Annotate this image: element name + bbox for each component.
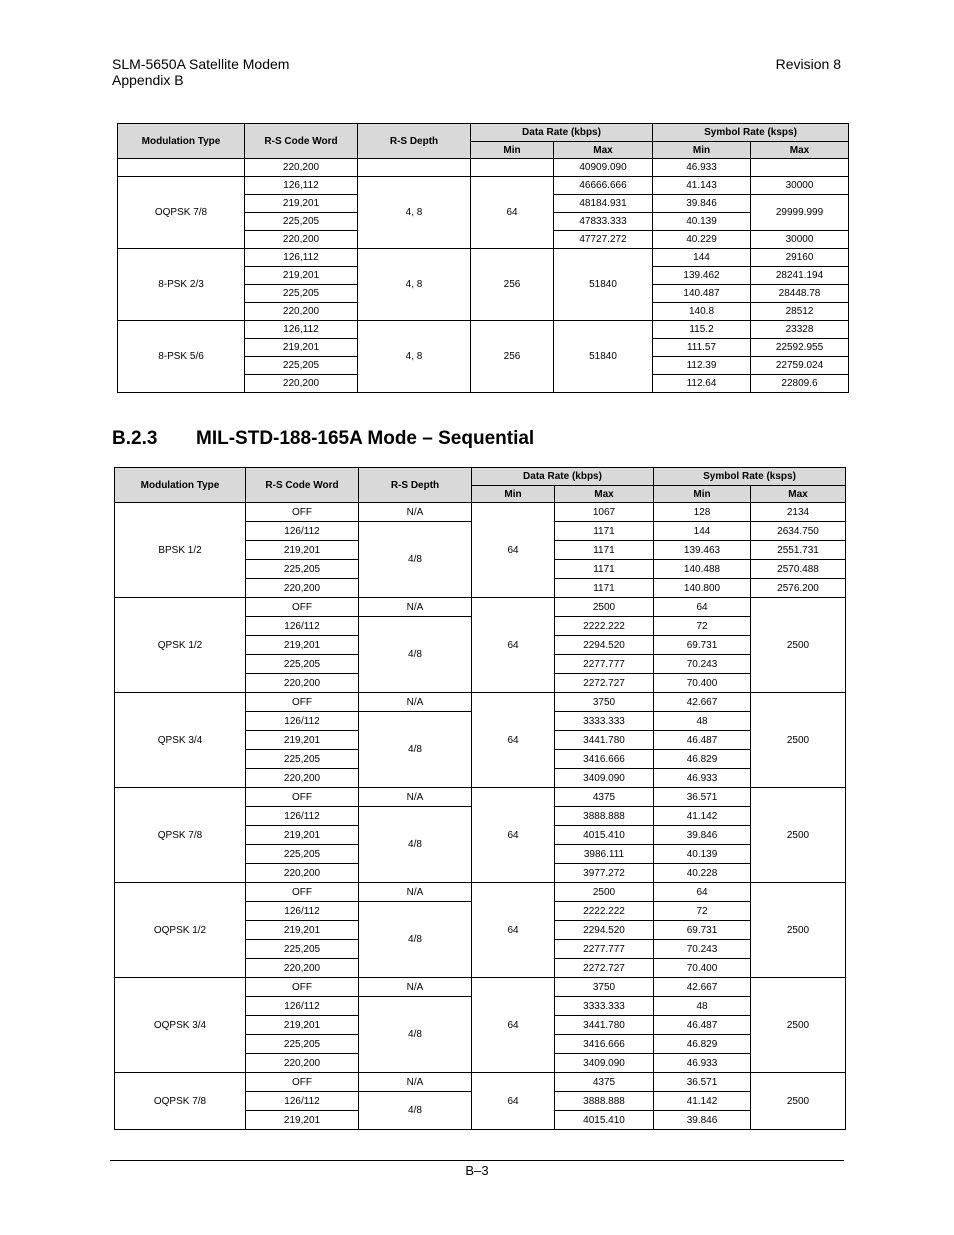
cell-data-min: 64 <box>472 1073 555 1130</box>
header-code-word: R-S Code Word <box>246 468 359 503</box>
cell-data-max: 2272.727 <box>555 959 654 978</box>
cell-symbol-min: 140.487 <box>653 285 751 303</box>
cell-symbol-max: 2570.488 <box>751 560 846 579</box>
cell-data-max: 4375 <box>555 1073 654 1092</box>
footer-divider <box>110 1160 844 1161</box>
cell-symbol-min: 139.462 <box>653 267 751 285</box>
cell-symbol-min: 40.139 <box>653 213 751 231</box>
header-code-word: R-S Code Word <box>245 124 358 159</box>
cell-code-word: 225,205 <box>246 560 359 579</box>
cell-code-word: OFF <box>246 693 359 712</box>
cell-symbol-min: 144 <box>653 249 751 267</box>
table-row <box>115 788 846 807</box>
cell-symbol-max: 2500 <box>751 788 846 883</box>
cell-data-max: 40909.090 <box>554 159 653 177</box>
cell-data-max: 3977.272 <box>555 864 654 883</box>
cell-data-max: 3409.090 <box>555 1054 654 1073</box>
cell-depth: 4/8 <box>359 807 472 883</box>
cell-symbol-min: 128 <box>654 503 751 522</box>
cell-symbol-min: 41.143 <box>653 177 751 195</box>
table-row <box>115 883 846 902</box>
cell-symbol-max: 29999.999 <box>751 195 849 231</box>
header-data-max: Max <box>554 142 653 159</box>
cell-data-max: 47833.333 <box>554 213 653 231</box>
cell-depth: N/A <box>359 978 472 997</box>
document-title: SLM-5650A Satellite Modem <box>112 56 290 72</box>
cell-modulation: 8-PSK 5/6 <box>118 321 245 393</box>
cell-code-word: 126,112 <box>245 249 358 267</box>
header-modulation-type: Modulation Type <box>115 468 246 503</box>
cell-symbol-min: 115.2 <box>653 321 751 339</box>
header-depth: R-S Depth <box>359 468 472 503</box>
cell-code-word: OFF <box>246 883 359 902</box>
cell-code-word: 225,205 <box>245 285 358 303</box>
table-row <box>118 159 849 177</box>
cell-depth: 4/8 <box>359 997 472 1073</box>
cell-data-min: 64 <box>472 693 555 788</box>
cell-symbol-min: 40.139 <box>654 845 751 864</box>
cell-data-max: 2294.520 <box>555 636 654 655</box>
cell-data-max: 46666.666 <box>554 177 653 195</box>
cell-symbol-min: 140.800 <box>654 579 751 598</box>
cell-symbol-min: 42.667 <box>654 978 751 997</box>
cell-symbol-max: 2500 <box>751 883 846 978</box>
data-rate-table-continued <box>117 123 849 393</box>
cell-symbol-max: 30000 <box>751 177 849 195</box>
header-symbol-min: Min <box>653 142 751 159</box>
cell-symbol-max: 2576.200 <box>751 579 846 598</box>
revision-label: Revision 8 <box>775 56 841 72</box>
cell-code-word: 126/112 <box>246 522 359 541</box>
cell-symbol-max: 22809.6 <box>751 375 849 393</box>
cell-data-min <box>471 159 554 177</box>
section-heading <box>112 426 534 452</box>
cell-data-max: 2294.520 <box>555 921 654 940</box>
cell-data-max: 1171 <box>555 560 654 579</box>
cell-data-min: 64 <box>472 978 555 1073</box>
cell-data-min: 256 <box>471 249 554 321</box>
cell-modulation: QPSK 1/2 <box>115 598 246 693</box>
cell-code-word: 126/112 <box>246 997 359 1016</box>
cell-code-word: 219,201 <box>246 826 359 845</box>
page-header-left <box>112 56 289 88</box>
cell-data-max: 3888.888 <box>555 1092 654 1111</box>
cell-symbol-min: 48 <box>654 997 751 1016</box>
cell-symbol-min: 46.487 <box>654 731 751 750</box>
cell-code-word: 219,201 <box>246 921 359 940</box>
cell-code-word: 225,205 <box>246 655 359 674</box>
cell-depth: N/A <box>359 598 472 617</box>
table-row <box>115 693 846 712</box>
cell-code-word: OFF <box>246 1073 359 1092</box>
cell-depth: 4/8 <box>359 902 472 978</box>
cell-modulation: BPSK 1/2 <box>115 503 246 598</box>
cell-data-max: 1171 <box>555 522 654 541</box>
cell-depth <box>358 159 471 177</box>
header-data-max: Max <box>555 486 654 503</box>
cell-symbol-min: 46.933 <box>653 159 751 177</box>
cell-symbol-min: 46.829 <box>654 1035 751 1054</box>
header-symbol-rate: Symbol Rate (ksps) <box>653 124 849 142</box>
cell-symbol-min: 39.846 <box>654 1111 751 1130</box>
cell-modulation: OQPSK 7/8 <box>115 1073 246 1130</box>
cell-symbol-min: 140.488 <box>654 560 751 579</box>
cell-modulation <box>118 159 245 177</box>
cell-data-max: 2272.727 <box>555 674 654 693</box>
cell-modulation: 8-PSK 2/3 <box>118 249 245 321</box>
cell-symbol-min: 140.8 <box>653 303 751 321</box>
cell-code-word: 220,200 <box>246 959 359 978</box>
cell-symbol-min: 69.731 <box>654 636 751 655</box>
cell-symbol-min: 70.243 <box>654 655 751 674</box>
cell-code-word: OFF <box>246 503 359 522</box>
cell-symbol-max: 30000 <box>751 231 849 249</box>
cell-data-max: 3416.666 <box>555 1035 654 1054</box>
cell-depth: 4/8 <box>359 712 472 788</box>
cell-symbol-min: 46.933 <box>654 1054 751 1073</box>
cell-depth: N/A <box>359 693 472 712</box>
cell-code-word: 126/112 <box>246 712 359 731</box>
cell-data-max: 1067 <box>555 503 654 522</box>
cell-symbol-min: 64 <box>654 598 751 617</box>
cell-symbol-max: 23328 <box>751 321 849 339</box>
cell-data-max: 47727.272 <box>554 231 653 249</box>
cell-code-word: 220,200 <box>246 1054 359 1073</box>
cell-data-min: 64 <box>471 177 554 249</box>
cell-symbol-min: 40.228 <box>654 864 751 883</box>
cell-symbol-max: 2551.731 <box>751 541 846 560</box>
header-modulation-type: Modulation Type <box>118 124 245 159</box>
cell-code-word: 126,112 <box>245 177 358 195</box>
cell-data-max: 51840 <box>554 321 653 393</box>
cell-symbol-min: 46.933 <box>654 769 751 788</box>
cell-code-word: 225,205 <box>246 1035 359 1054</box>
cell-data-max: 2277.777 <box>555 655 654 674</box>
cell-data-max: 2277.777 <box>555 940 654 959</box>
cell-data-max: 2500 <box>555 883 654 902</box>
cell-depth: 4/8 <box>359 617 472 693</box>
cell-symbol-min: 39.846 <box>654 826 751 845</box>
cell-symbol-min: 36.571 <box>654 1073 751 1092</box>
cell-depth: N/A <box>359 883 472 902</box>
cell-symbol-min: 70.400 <box>654 674 751 693</box>
cell-symbol-min: 36.571 <box>654 788 751 807</box>
table-row <box>118 177 849 195</box>
cell-symbol-max: 22592.955 <box>751 339 849 357</box>
cell-depth: N/A <box>359 1073 472 1092</box>
cell-depth: 4, 8 <box>358 177 471 249</box>
cell-data-max: 3416.666 <box>555 750 654 769</box>
document-subtitle: Appendix B <box>112 72 184 88</box>
cell-symbol-min: 64 <box>654 883 751 902</box>
cell-symbol-max: 2500 <box>751 693 846 788</box>
cell-code-word: 220,200 <box>246 579 359 598</box>
cell-modulation: QPSK 3/4 <box>115 693 246 788</box>
cell-code-word: 126/112 <box>246 1092 359 1111</box>
cell-depth: 4, 8 <box>358 249 471 321</box>
cell-code-word: 219,201 <box>246 731 359 750</box>
cell-code-word: 220,200 <box>245 159 358 177</box>
page-header-right <box>776 56 841 72</box>
cell-code-word: 220,200 <box>246 864 359 883</box>
table-row <box>118 321 849 339</box>
cell-symbol-max: 28241.194 <box>751 267 849 285</box>
header-symbol-min: Min <box>654 486 751 503</box>
header-symbol-max: Max <box>751 486 846 503</box>
header-symbol-rate: Symbol Rate (ksps) <box>654 468 846 486</box>
cell-code-word: 219,201 <box>246 636 359 655</box>
cell-code-word: 225,205 <box>246 750 359 769</box>
cell-symbol-min: 41.142 <box>654 807 751 826</box>
cell-symbol-min: 69.731 <box>654 921 751 940</box>
cell-code-word: OFF <box>246 788 359 807</box>
cell-code-word: 219,201 <box>245 267 358 285</box>
cell-data-max: 3409.090 <box>555 769 654 788</box>
cell-symbol-max: 22759.024 <box>751 357 849 375</box>
cell-code-word: 219,201 <box>246 1016 359 1035</box>
cell-code-word: 219,201 <box>245 195 358 213</box>
cell-code-word: OFF <box>246 598 359 617</box>
cell-code-word: 225,205 <box>246 940 359 959</box>
header-data-rate: Data Rate (kbps) <box>471 124 653 142</box>
cell-data-max: 4015.410 <box>555 826 654 845</box>
cell-code-word: 220,200 <box>245 375 358 393</box>
header-data-min: Min <box>472 486 555 503</box>
page-number: B–3 <box>465 1163 489 1178</box>
cell-data-min: 64 <box>472 788 555 883</box>
cell-symbol-min: 72 <box>654 617 751 636</box>
cell-symbol-min: 70.243 <box>654 940 751 959</box>
cell-data-min: 64 <box>472 883 555 978</box>
cell-symbol-max: 2500 <box>751 598 846 693</box>
cell-code-word: 220,200 <box>245 231 358 249</box>
cell-symbol-min: 112.64 <box>653 375 751 393</box>
cell-modulation: QPSK 7/8 <box>115 788 246 883</box>
header-symbol-max: Max <box>751 142 849 159</box>
cell-code-word: 225,205 <box>245 213 358 231</box>
cell-data-max: 3888.888 <box>555 807 654 826</box>
cell-symbol-min: 70.400 <box>654 959 751 978</box>
cell-symbol-max: 2500 <box>751 1073 846 1130</box>
cell-data-max: 1171 <box>555 541 654 560</box>
cell-code-word: 126/112 <box>246 902 359 921</box>
cell-code-word: 126/112 <box>246 807 359 826</box>
cell-data-max: 3441.780 <box>555 731 654 750</box>
cell-symbol-min: 48 <box>654 712 751 731</box>
table-row <box>115 598 846 617</box>
cell-symbol-min: 139.463 <box>654 541 751 560</box>
cell-symbol-max: 2500 <box>751 978 846 1073</box>
cell-data-max: 3333.333 <box>555 997 654 1016</box>
cell-code-word: 225,205 <box>245 357 358 375</box>
cell-data-max: 2500 <box>555 598 654 617</box>
cell-code-word: 220,200 <box>245 303 358 321</box>
header-depth: R-S Depth <box>358 124 471 159</box>
cell-data-max: 48184.931 <box>554 195 653 213</box>
cell-data-max: 4015.410 <box>555 1111 654 1130</box>
cell-symbol-min: 46.829 <box>654 750 751 769</box>
cell-depth: N/A <box>359 503 472 522</box>
cell-modulation: OQPSK 3/4 <box>115 978 246 1073</box>
cell-symbol-min: 112.39 <box>653 357 751 375</box>
cell-modulation: OQPSK 1/2 <box>115 883 246 978</box>
section-title: MIL-STD-188-165A Mode – Sequential <box>196 428 535 449</box>
cell-symbol-max: 2134 <box>751 503 846 522</box>
cell-data-max: 4375 <box>555 788 654 807</box>
cell-symbol-min: 42.667 <box>654 693 751 712</box>
cell-code-word: 219,201 <box>246 1111 359 1130</box>
cell-data-max: 2222.222 <box>555 617 654 636</box>
cell-code-word: 219,201 <box>245 339 358 357</box>
cell-symbol-max <box>751 159 849 177</box>
sequential-mode-table <box>114 467 846 1130</box>
table-row <box>115 503 846 522</box>
table-row <box>115 1073 846 1092</box>
cell-data-max: 3986.111 <box>555 845 654 864</box>
header-data-min: Min <box>471 142 554 159</box>
cell-symbol-min: 46.487 <box>654 1016 751 1035</box>
cell-data-max: 51840 <box>554 249 653 321</box>
header-data-rate: Data Rate (kbps) <box>472 468 654 486</box>
cell-symbol-max: 28448.78 <box>751 285 849 303</box>
cell-data-min: 256 <box>471 321 554 393</box>
cell-data-max: 3441.780 <box>555 1016 654 1035</box>
section-number: B.2.3 <box>112 428 158 449</box>
cell-depth: N/A <box>359 788 472 807</box>
cell-code-word: 220,200 <box>246 769 359 788</box>
cell-data-max: 2222.222 <box>555 902 654 921</box>
cell-depth: 4/8 <box>359 522 472 598</box>
cell-data-min: 64 <box>472 598 555 693</box>
cell-data-max: 3333.333 <box>555 712 654 731</box>
cell-code-word: 126/112 <box>246 617 359 636</box>
cell-symbol-min: 72 <box>654 902 751 921</box>
cell-depth: 4/8 <box>359 1092 472 1130</box>
cell-symbol-min: 111.57 <box>653 339 751 357</box>
table-row <box>115 978 846 997</box>
cell-data-max: 3750 <box>555 978 654 997</box>
cell-symbol-max: 29160 <box>751 249 849 267</box>
cell-code-word: 219,201 <box>246 541 359 560</box>
cell-data-max: 3750 <box>555 693 654 712</box>
cell-modulation: OQPSK 7/8 <box>118 177 245 249</box>
cell-code-word: OFF <box>246 978 359 997</box>
cell-symbol-min: 144 <box>654 522 751 541</box>
cell-code-word: 126,112 <box>245 321 358 339</box>
cell-symbol-max: 2634.750 <box>751 522 846 541</box>
cell-code-word: 225,205 <box>246 845 359 864</box>
cell-symbol-min: 39.846 <box>653 195 751 213</box>
cell-data-min: 64 <box>472 503 555 598</box>
cell-depth: 4, 8 <box>358 321 471 393</box>
cell-symbol-min: 40.229 <box>653 231 751 249</box>
cell-symbol-max: 28512 <box>751 303 849 321</box>
cell-symbol-min: 41.142 <box>654 1092 751 1111</box>
table-row <box>118 249 849 267</box>
cell-data-max: 1171 <box>555 579 654 598</box>
cell-code-word: 220,200 <box>246 674 359 693</box>
